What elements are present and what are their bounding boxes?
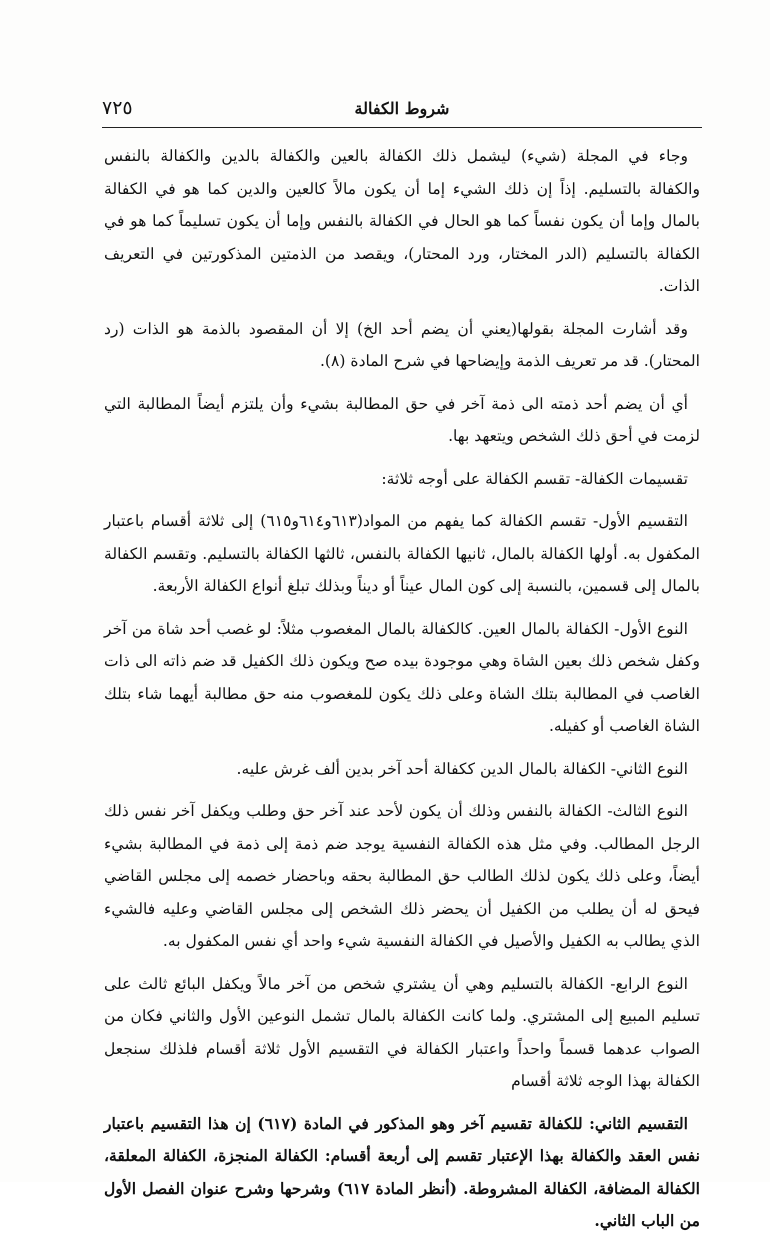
paragraph-majalla-shay: وجاء في المجلة (شيء) ليشمل ذلك الكفالة بالعين والكفالة بالدين والكفالة بالنفس والكفالة بالتسليم. إذاً إن ذلك الشيء إما أن يكون مالاً كالعين والدين كما هو في الكفالة بالمال وإما أن يكون نفساً كما هو الحال في الكفالة بالنفس وإما أن يكون تسليماً كما هو في الكفالة بالتسليم (الدر المختار، ورد المحتار)، ويقصد من الذمتين المذكورتين في التعريف الذات.	[104, 147, 700, 295]
paragraph-type-four: النوع الرابع- الكفالة بالتسليم وهي أن يشتري شخص من آخر مالاً ويكفل البائع ثالث على تسليم المبيع إلى المشتري. ولما كانت الكفالة بالمال تشمل النوعين الأول والثاني فكان من الصواب عدهما قسماً واحداً واعتبار الكفالة في التقسيم الأول ثلاثة أقسام فلذلك سنجعل الكفالة بهذا الوجه ثلاثة أقسام	[104, 974, 700, 1090]
paragraph-second-division: التقسيم الثاني: للكفالة تقسيم آخر وهو المذكور في المادة (٦١٧) إن هذا التقسيم باعتبار نفس العقد والكفالة بهذا الإعتبار تقسم إلى أربعة أقسام: الكفالة المنجزة، الكفالة المعلقة، الكفالة المضافة، الكفالة المشروطة. (أنظر المادة ٦١٧) وشرحها وشرح عنوان الفصل الأول من الباب الثاني.	[104, 1113, 700, 1230]
body-text	[104, 140, 700, 1248]
paragraph-dhimma-note: وقد أشارت المجلة بقولها(يعني أن يضم أحد الخ) إلا أن المقصود بالذمة هو الذات (رد المحتار). قد مر تعريف الذمة وإيضاحها في شرح المادة (٨).	[104, 319, 700, 370]
page-number: ٧٢٥	[102, 97, 133, 119]
header-divider	[102, 127, 702, 128]
paragraph-divisions-heading: تقسيمات الكفالة- تقسم الكفالة على أوجه ثلاثة:	[381, 469, 688, 488]
running-title: شروط الكفالة	[354, 99, 450, 118]
paragraph-first-division: التقسيم الأول- تقسم الكفالة كما يفهم من المواد(٦١٣و٦١٤و٦١٥) إلى ثلاثة أقسام باعتبار المكفول به. أولها الكفالة بالمال، ثانيها الكفالة بالنفس، ثالثها الكفالة بالتسليم. وتقسم الكفالة بالمال إلى قسمين، بالنسبة إلى كون المال عيناً أو ديناً وبذلك تبلغ أنواع الكفالة الأربعة.	[104, 512, 700, 595]
paragraph-type-two: النوع الثاني- الكفالة بالمال الدين ككفالة أحد آخر بدين ألف غرش عليه.	[236, 759, 688, 778]
paragraph-type-three: النوع الثالث- الكفالة بالنفس وذلك أن يكون لأحد عند آخر حق وطلب ويكفل آخر نفس ذلك الرجل المطالب. وفي مثل هذه الكفالة النفسية يوجد ضم ذمة إلى ذمة في المطالبة بشيء أيضاً، وعلى ذلك يكون لذلك الطالب حق المطالبة بحقه وباحضار خصمه إلى مجلس القاضي فيحق له أن يطلب من الكفيل أن يحضر ذلك الشخص إلى مجلس القاضي وعليه فالشيء الذي يطالب به الكفيل والأصيل في الكفالة النفسية شيء واحد أي نفس المكفول به.	[104, 802, 700, 950]
paragraph-type-one: النوع الأول- الكفالة بالمال العين. كالكفالة بالمال المغصوب مثلاً: لو غصب أحد شاة من آخر وكفل شخص ذلك بعين الشاة وهي موجودة بيده صح ويكون ذلك الكفيل قد ضم ذاته الى ذات الغاصب في المطالبة بتلك الشاة وعلى ذلك يكون للمغصوب منه حق مطالبة أيهما شاء بتلك الشاة الغاصب أو كفيله.	[104, 619, 700, 735]
page-header	[102, 93, 702, 125]
paragraph-definition: أي أن يضم أحد ذمته الى ذمة آخر في حق المطالبة بشيء وأن يلتزم أيضاً المطالبة التي لزمت في أحق ذلك الشخص ويتعهد بها.	[104, 394, 700, 445]
